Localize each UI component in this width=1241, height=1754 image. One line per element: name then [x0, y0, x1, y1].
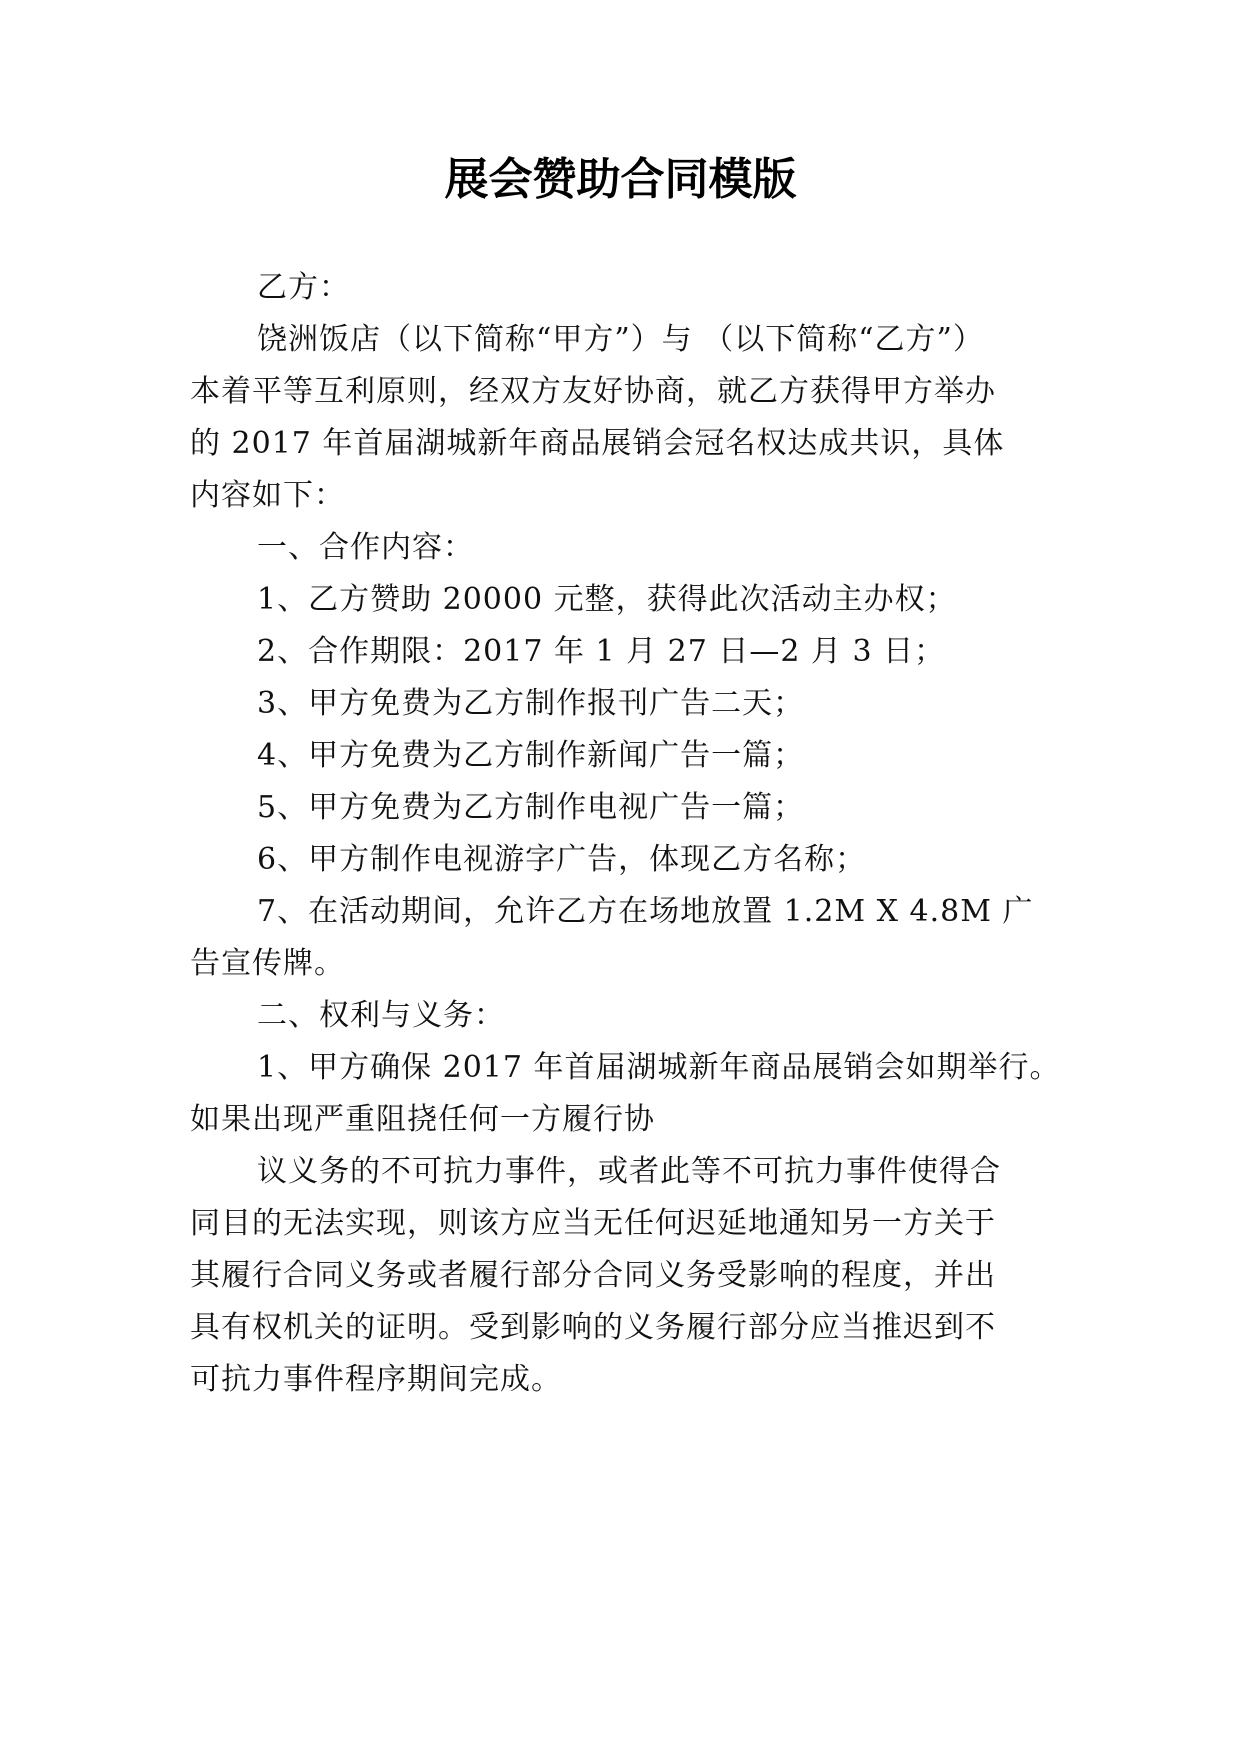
section-heading: 二、权利与义务： [257, 998, 505, 1033]
paragraph-line: 的 2017 年首届湖城新年商品展销会冠名权达成共识，具体 [190, 426, 1005, 461]
list-item: 2、合作期限：2017 年 1 月 27 日—2 月 3 日； [257, 634, 946, 669]
list-item: 5、甲方免费为乙方制作电视广告一篇； [257, 790, 805, 825]
list-item: 1、乙方赞助 20000 元整，获得此次活动主办权； [257, 582, 957, 617]
list-item: 1、甲方确保 2017 年首届湖城新年商品展销会如期举行。 [257, 1050, 1061, 1085]
party-b-line: 乙方： [257, 270, 350, 305]
paragraph-line: 议义务的不可抗力事件，或者此等不可抗力事件使得合 [257, 1154, 1001, 1189]
paragraph-line: 具有权机关的证明。受到影响的义务履行部分应当推迟到不 [190, 1310, 996, 1345]
paragraph-line: 饶洲饭店（以下简称“甲方”）与 （以下简称“乙方”） [257, 322, 984, 357]
paragraph-line: 其履行合同义务或者履行部分合同义务受影响的程度，并出 [190, 1258, 996, 1293]
paragraph-line: 本着平等互利原则，经双方友好协商，就乙方获得甲方举办 [190, 374, 996, 409]
paragraph-line: 如果出现严重阻挠任何一方履行协 [190, 1102, 655, 1137]
paragraph-line: 内容如下： [190, 478, 345, 513]
list-item: 7、在活动期间，允许乙方在场地放置 1.2M X 4.8M 广 [257, 894, 1034, 929]
list-item-continuation: 告宣传牌。 [190, 946, 345, 981]
list-item: 3、甲方免费为乙方制作报刊广告二天； [257, 686, 805, 721]
section-heading: 一、合作内容： [257, 530, 474, 565]
list-item: 4、甲方免费为乙方制作新闻广告一篇； [257, 738, 805, 773]
list-item: 6、甲方制作电视游字广告，体现乙方名称； [257, 842, 867, 877]
paragraph-line: 可抗力事件程序期间完成。 [190, 1362, 562, 1397]
document-title: 展会赞助合同模版 [444, 154, 797, 205]
paragraph-line: 同目的无法实现，则该方应当无任何迟延地通知另一方关于 [190, 1206, 996, 1241]
